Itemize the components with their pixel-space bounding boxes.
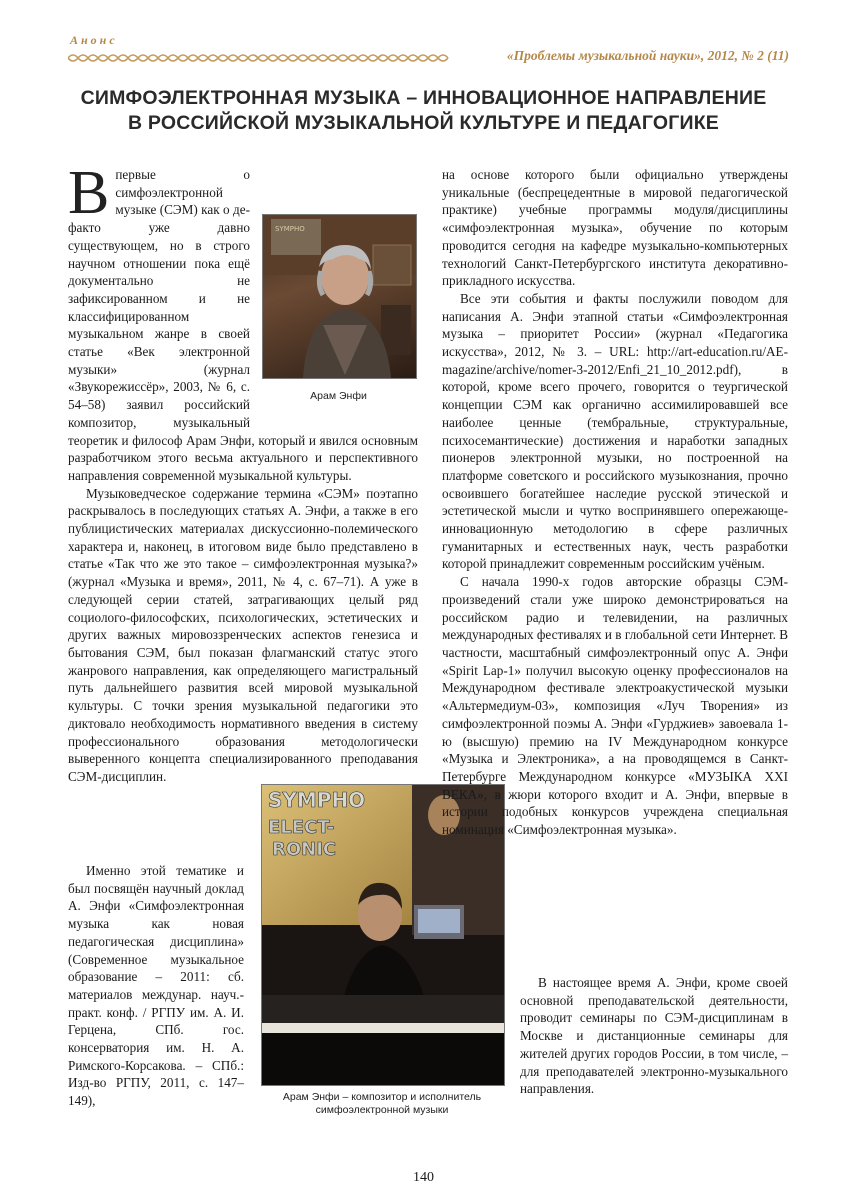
- left-paragraph-2: [68, 485, 418, 786]
- journal-reference: «Проблемы музыкальной науки», 2012, № 2 (11): [506, 48, 789, 63]
- right-paragraph-1: на основе которого были официально утверждены уникальные (беспрецедентные в мировой педагогической практике) учебные программы модуля/дисциплины «симфоэлектронная музыка», обучение по которым проводится сегодня на кафедре музыкально-компьютерных технологий Санкт-Петербургского института декоративно-прикладного искусства.: [442, 167, 788, 289]
- left-column-lower: [68, 862, 244, 1110]
- left-paragraph-3: Именно этой тематике и был посвящён научный доклад А. Энфи «Симфоэлектронная музыка как новая педагогическая дисциплина» (Современное музыкальное образование – 2011: сб. материалов междунар. науч.-практ. конф. / РГПУ им. А. И. Герцена, СПб. гос. консерватория им. Н. А. Римского-Корсакова. – СПб.: Изд-во РГПУ, 2011, с. 147–149),: [68, 863, 244, 1109]
- poster-top-text: SYMPHO: [268, 788, 366, 812]
- poster-mid2-text: RONIC: [272, 839, 337, 860]
- title-line-1: СИМФОЭЛЕКТРОННАЯ МУЗЫКА – ИННОВАЦИОННОЕ НАПРАВЛЕНИЕ: [80, 87, 767, 109]
- left-paragraph-2-text: Музыковедческое содержание термина «СЭМ» поэтапно раскрывалось в последующих статьях А. Энфи, а также в его публицистических материалах дискуссионно-полемического характера и, наконец, в итоговом виде было представлено в статье «Так что же это такое – симфоэлектронная музыка?» (журнал «Музыка и время», 2011, № 4, с. 67–71). А уже в следующей серии статей, затрагивающих целый ряд социолого-философских, психологических, эстетических и других важных мировоззренческих аспектов генезиса и бытования СЭМ, был показан флагманский статус этого жанрового направления, как определяющего магистральный путь дальнейшего развития всей мировой музыкальной культуры. С точки зрения музыкальной педагогики это диктовало необходимость нормативного введения в систему профессионального образования методологически выверенного концепта специализированного преподавания СЭМ-дисциплин.: [68, 485, 418, 784]
- right-column-lower: [520, 974, 788, 1098]
- right-paragraph-3-text: С начала 1990-х годов авторские образцы СЭМ-произведений стали уже широко демонстрироваться на российском радио и телевидении, на различных международных фестивалях и в глобальной сети Интернет. В частности, масштабный симфоэлектронный опус А. Энфи «Spirit Lap-1» получил высокую оценку профессионалов на Международном фестивале электроакустической музыки «Альтермедиум-03», композиция «Луч Творения» из симфоэлектронной поэмы А. Энфи «Гурджиев» завоевала 1-ю (высшую) премию на IV Международном конкурсе «Музыка и Электроника», а на проводящемся в Санкт-Петербурге Международном конкурсе «МУЗЫКА XXI ВЕКА», в жюри которого входит и А. Энфи, впервые в истории подобных конкурсов учреждена специальная номинация «Симфоэлектронная музыка».: [442, 574, 788, 838]
- right-paragraph-2: Все эти события и факты послужили поводом для написания А. Энфи этапной статьи «Симфоэлектронная музыка – приоритет России» (журнал «Педагогика искусства», 2012, № 3. – URL: http://art-education.ru/AE-magazine/archive/nomer-3-2012/Enfi_21_10_2012.pdf), в которой, кроме всего прочего, говорится о теургической концепции СЭМ как органично ассимилировавшей все наиболее ценные (тембральные, структуральные, психосемантические) достижения и наработки западных пионеров электронной музыки, но построенной на платформе советского и российского музыкознания, прочно освоившего богатейшее наследие русской этической и эстетической мысли и чутко воспринявшего опережающе-инновационную методологию в сфере различных гуманитарных и естественных наук, честь разработки которой принадлежит современным российским учёным.: [442, 290, 788, 572]
- portrait-caption: Арам Энфи: [310, 390, 367, 402]
- right-paragraph-3: [442, 573, 788, 839]
- performance-caption-line-2: симфоэлектронной музыки: [315, 1104, 449, 1116]
- right-column: [442, 166, 788, 839]
- wall-sign-text: SYMPHO: [275, 225, 305, 233]
- drop-cap: В: [68, 159, 110, 227]
- header-ornament: [68, 52, 453, 64]
- poster-mid-text: ELECT-: [268, 817, 335, 838]
- performance-caption-line-1: Арам Энфи – композитор и исполнитель: [282, 1091, 482, 1103]
- portrait-photo: [262, 214, 417, 379]
- page-number: 140: [413, 1170, 434, 1185]
- left-paragraph-1-text: первые о симфоэлектронной музыке (СЭМ) как о де-факто уже давно существующем, но в строго научном отношении пока ещё документально не зафиксированном и не классифицированном музыкальном жанре в своей статье «Век электронной музыки» (журнал «Звукорежиссёр», 2003, № 6, с. 54–58) заявил российский композитор, музыкальный теоретик и философ Арам Энфи, который и явился основным разработчиком этого весьма актуального и перспективного направления современной музыкальной культуры.: [68, 167, 418, 483]
- title-line-2: В РОССИЙСКОЙ МУЗЫКАЛЬНОЙ КУЛЬТУРЕ И ПЕДАГОГИКЕ: [127, 112, 720, 134]
- performance-caption: [254, 1091, 510, 1117]
- right-paragraph-4: В настоящее время А. Энфи, кроме своей основной преподавательской деятельности, проводит семинары по СЭМ-дисциплинам в Москве и дистанционные семинары для жителей других городов России, в том числе, – для преподавателей электронно-музыкального направления.: [520, 975, 788, 1097]
- section-label: Анонс: [70, 33, 118, 47]
- portrait-illustration: [263, 215, 416, 378]
- article-title: [60, 86, 787, 136]
